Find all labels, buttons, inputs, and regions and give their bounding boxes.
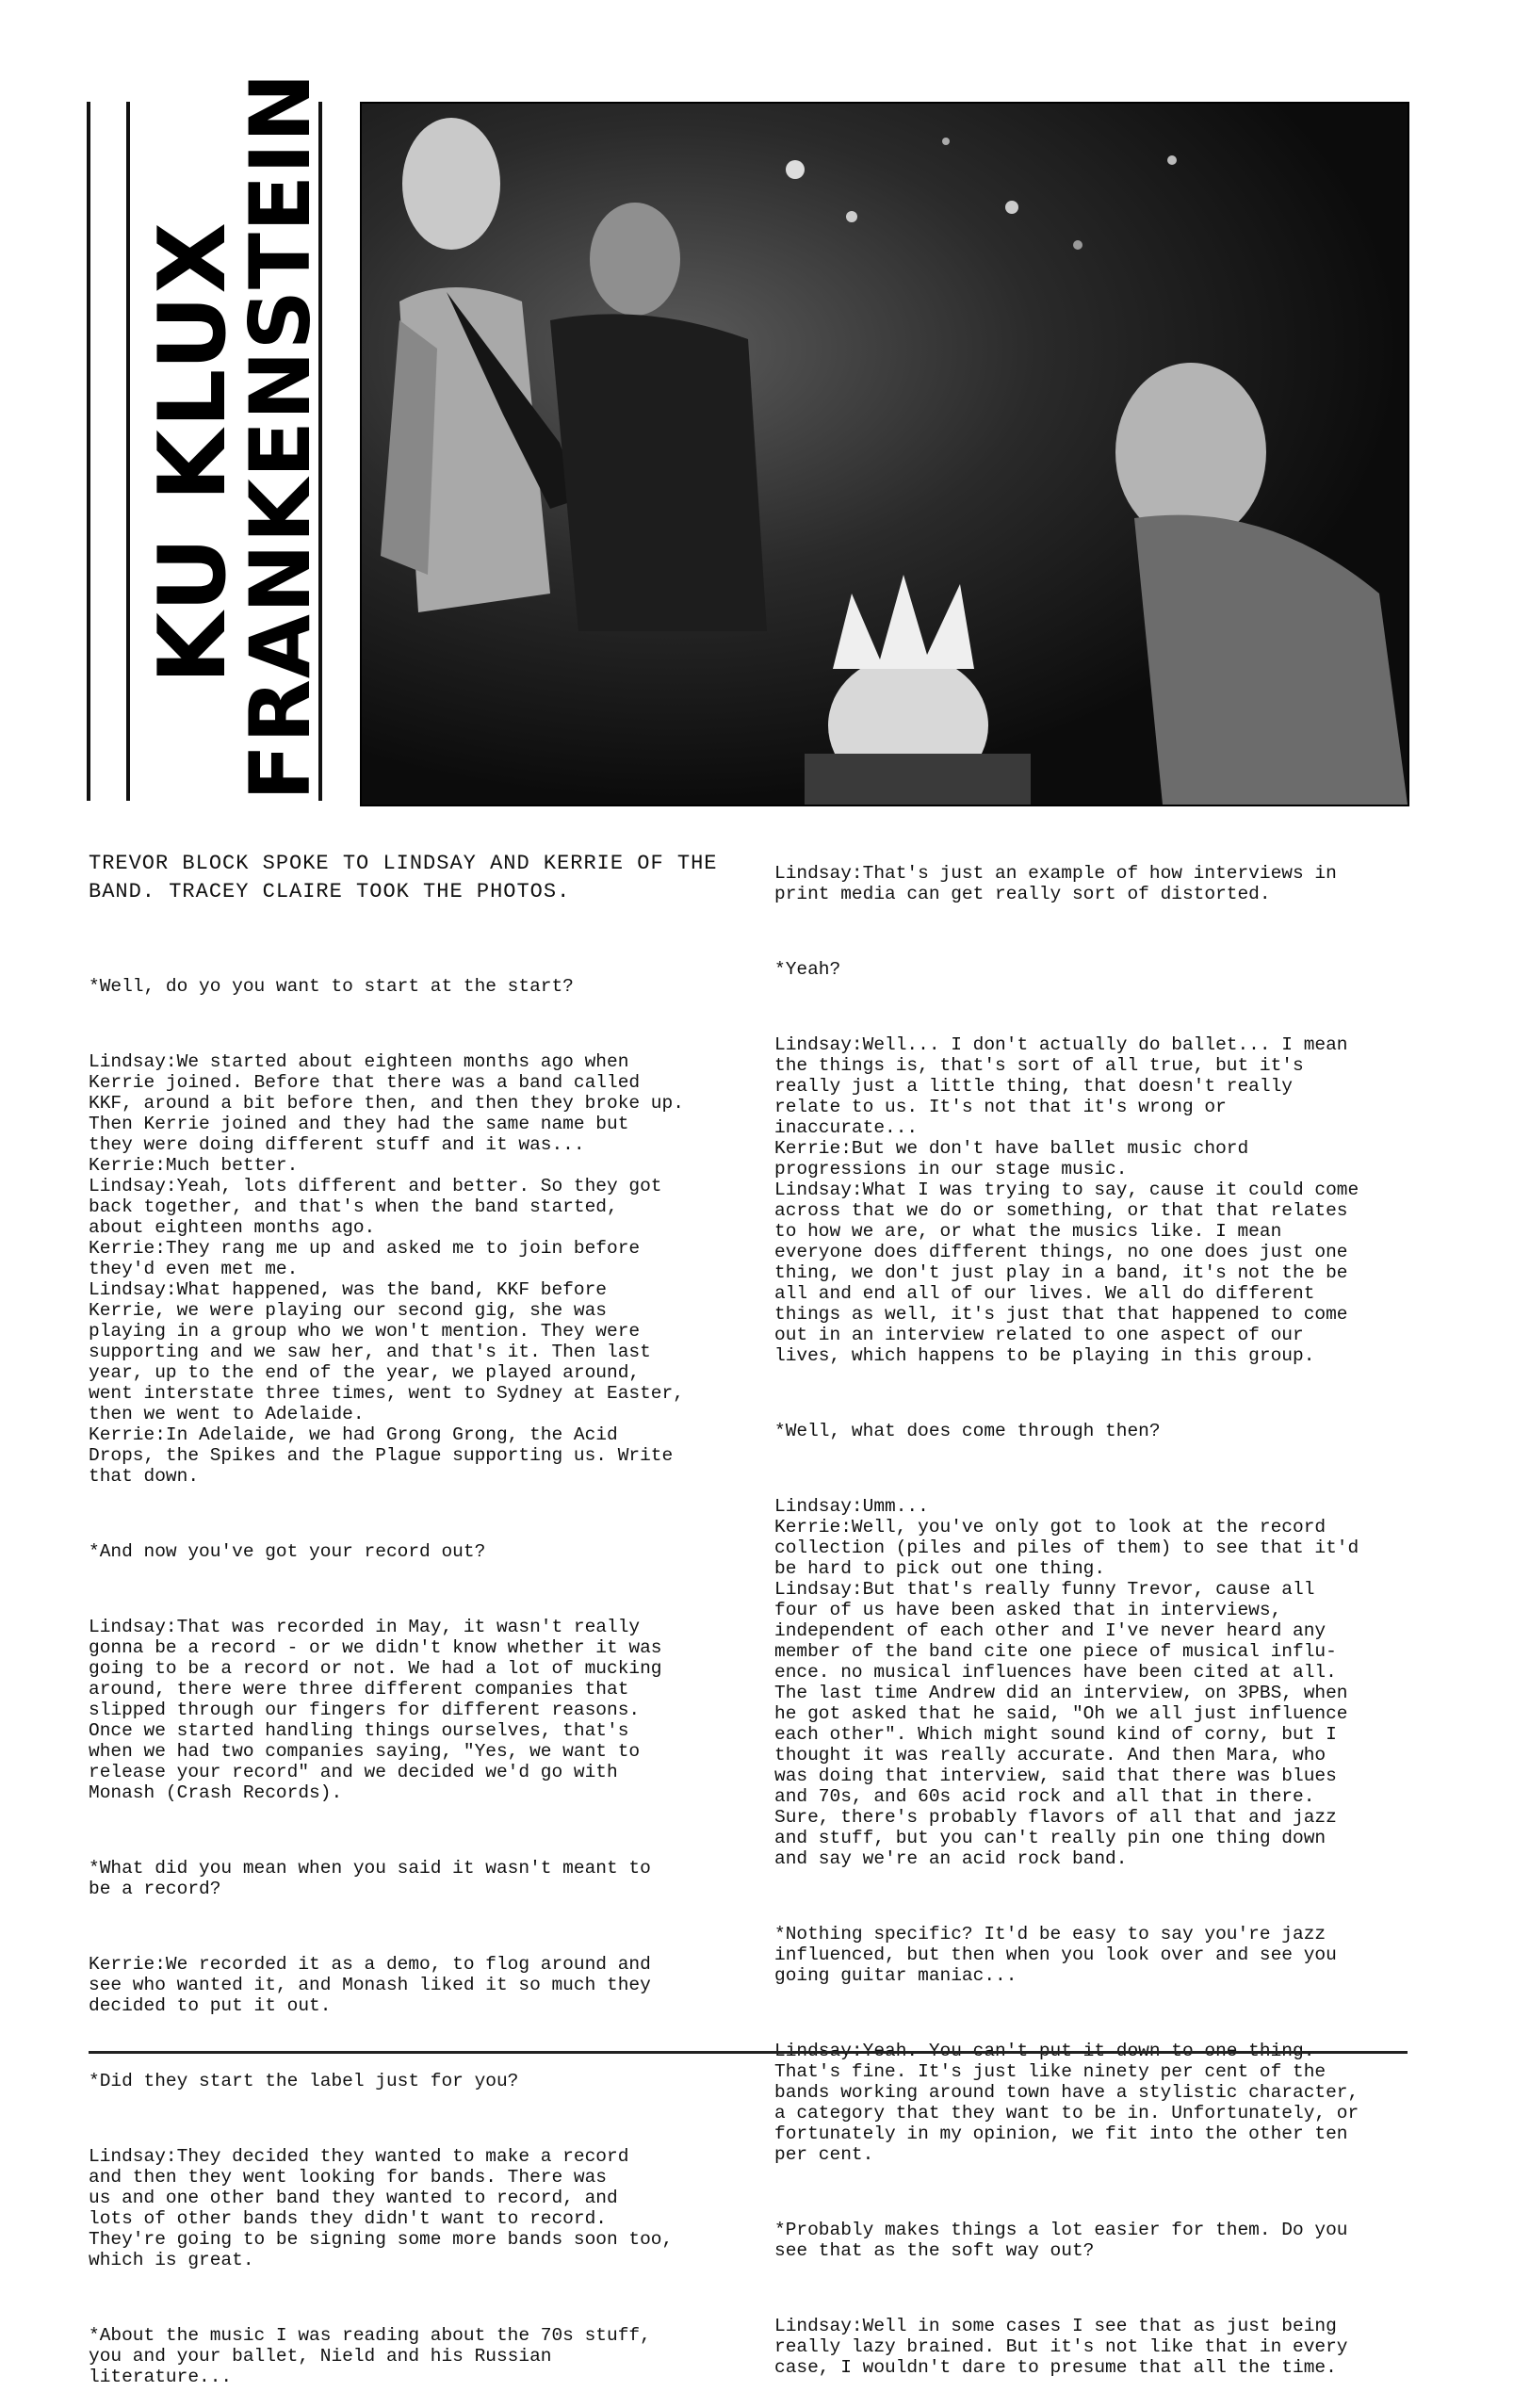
left-rule-2 [126,102,130,801]
left-rule-1 [87,102,90,801]
answer: Kerrie:We recorded it as a demo, to flog around and see who wanted it, and Monash liked it so much they decided to put it out. [89,1954,651,2016]
band-photo [360,102,1409,806]
question: *Nothing specific? It'd be easy to say you're jazz influenced, but then when you look over and see you going guitar maniac... [774,1924,1337,1986]
answer: Lindsay:That was recorded in May, it wasn't really gonna be a record - or we didn't know whether it was going to be a record or not. We had a lot of mucking around, there were three different companies that slipped through our fingers for different reasons. Once we started handling things ourselves, that's when we had two companies saying, "Yes, we want to release your record" and we decided we'd go with Monash (Crash Records). [89,1617,662,1803]
answer: Lindsay:Well in some cases I see that as just being really lazy brained. But it's not like that in every case, I wouldn't dare to presume that all the time. [774,2316,1348,2378]
answer: Lindsay:Well... I don't actually do ballet... I mean the things is, that's sort of all true, but it's really just a little thing, that doesn't really relate to us. It's not that it's wrong or inaccurate... Kerrie:But we don't have ballet music chord progressions in our stage music. Lindsay:What I was trying to say, cause it could come across that we do or something, or that that relates to how we are, or what the musics like. I mean everyone does different things, no one does just one thing, we don't just play in a band, it's not the be all and end all of our lives. We all do different things as well, it's just that that happened to come out in an interview related to one aspect of our lives, which happens to be playing in this group. [774,1034,1359,1366]
question: *Probably makes things a lot easier for them. Do you see that as the soft way out? [774,2220,1348,2261]
article-title [139,72,329,801]
answer: Lindsay:We started about eighteen months ago when Kerrie joined. Before that there was a band called KKF, around a bit before then, and then they broke up. Then Kerrie joined and they had the same name but they were doing different stuff and it was... Kerrie:Much better. Lindsay:Yeah, lots different and better. So they got back together, and that's when the band started, about eighteen months ago. Kerrie:They rang me up and asked me to join before they'd even met me. Lindsay:What happened, was the band, KKF before Kerrie, we were playing our second gig, she was playing in a group who we won't mention. They were supporting and we saw her, and that's it. Then last year, up to the end of the year, we played around, went interstate three times, went to Sydney at Easter, then we went to Adelaide. Kerrie:In Adelaide, we had Grong Grong, the Acid Drops, the Spikes and the Plague supporting us. Write that down. [89,1051,684,1487]
question: *About the music I was reading about the 70s stuff, you and your ballet, Nield and his Russian literature... [89,2325,651,2387]
question: *And now you've got your record out? [89,1541,486,1562]
article-lead: TREVOR BLOCK SPOKE TO LINDSAY AND KERRIE OF THE BAND. TRACEY CLAIRE TOOK THE PHOTOS. [89,852,718,903]
answer: Lindsay:They decided they wanted to make a record and then they went looking for bands. There was us and one other band they wanted to record, and lots of other bands they didn't want to record. They're going to be signing some more bands soon too, which is great. [89,2146,674,2270]
question: *Did they start the label just for you? [89,2071,519,2091]
question: *Yeah? [774,959,841,980]
answer: Lindsay:That's just an example of how interviews in print media can get really sort of distorted. [774,863,1337,904]
question: *Well, what does come through then? [774,1421,1161,1441]
bottom-rule [89,2051,1408,2054]
right-column [774,822,1424,2399]
answer: Lindsay:Umm... Kerrie:Well, you've only got to look at the record collection (piles and piles of them) to see that it'd be hard to pick out one thing. Lindsay:But that's really funny Trevor, cause all four of us have been asked that in interviews, independent of each other and I've never heard any member of the band cite one piece of musical influ- ence. no musical influences have been cited at all. The last time Andrew did an interview, on 3PBS, when he got asked that he said, "Oh we all just influence each other". Which might sound kind of corny, but I thought it was really accurate. And then Mara, who was doing that interview, said that there was blues and 70s, and 60s acid rock and all that in there. Sure, there's probably flavors of all that and jazz and stuff, but you can't really pin one thing down and say we're an acid rock band. [774,1496,1359,1869]
title-line-1: KU KLUX [139,220,247,684]
title-line-2: FRANKENSTEIN [232,72,329,801]
question: *Well, do yo you want to start at the start? [89,976,574,997]
left-column [89,935,748,2408]
question: *What did you mean when you said it wasn't meant to be a record? [89,1858,651,1899]
answer: That's fine. It's just like ninety per cent of the bands working around town have a stylistic character, a category that they want to be in. Unfortunately, or fortunately in my opinion, we fit into the other ten per cent. [774,2061,1359,2165]
